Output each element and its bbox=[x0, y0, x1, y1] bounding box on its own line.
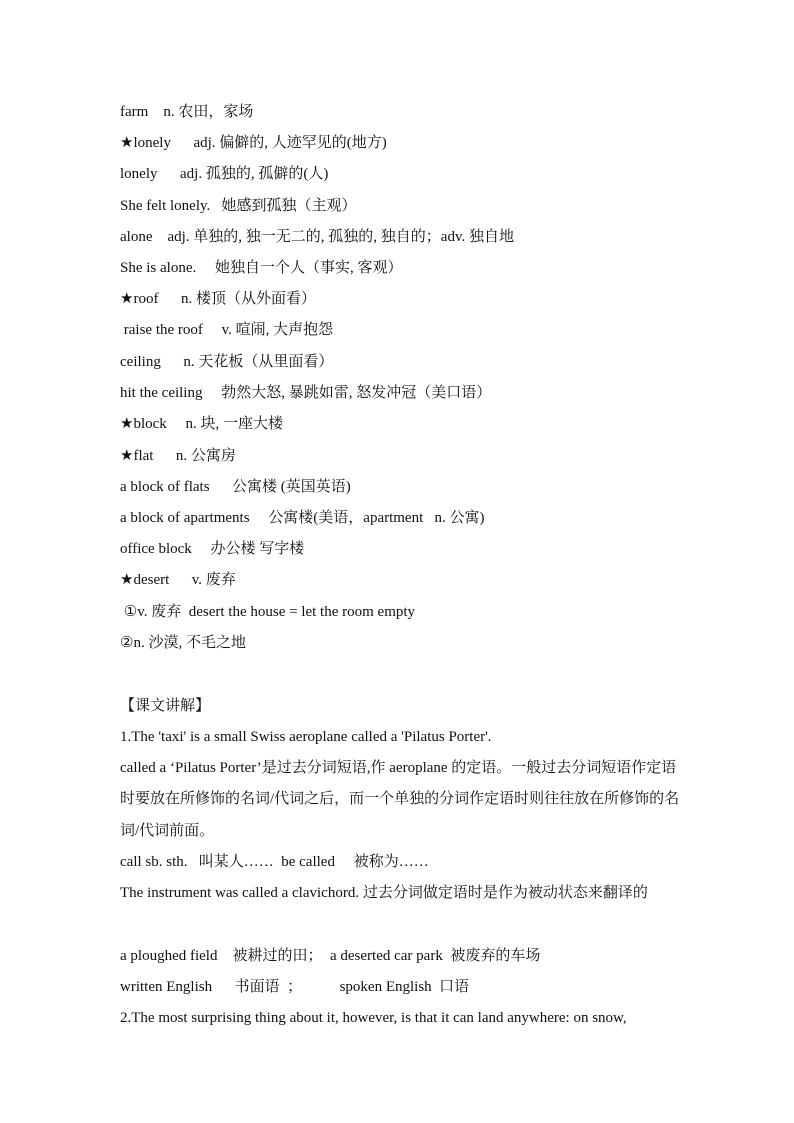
vocab-sense-desert-verb: ①v. 废弃 desert the house = let the room empty bbox=[120, 604, 416, 620]
vocab-phrase-block-of-apartments: a block of apartments 公寓楼(美语，apartment n. 公寓) bbox=[120, 510, 485, 526]
vocab-phrase-raise-the-roof: raise the roof v. 喧闹, 大声抱怨 bbox=[120, 322, 334, 338]
vocab-phrase-office-block: office block 办公楼 写字楼 bbox=[120, 541, 305, 557]
point2-sentence: 2.The most surprising thing about it, however, is that it can land anywhere: on snow, bbox=[120, 1010, 627, 1026]
point1-sentence: 1.The 'taxi' is a small Swiss aeroplane called a 'Pilatus Porter'. bbox=[120, 729, 492, 745]
point1-explanation: called a ‘Pilatus Porter’是过去分词短语,作 aeroplane 的定语。一般过去分词短语作定语时要放在所修饰的名词/代词之后，而一个单独的分词作定语时则往往放在所修饰的名词/代词前面。 bbox=[120, 760, 680, 839]
vocab-sense-desert-noun: ②n. 沙漠, 不毛之地 bbox=[120, 635, 246, 651]
vocab-phrase-block-of-flats: a block of flats 公寓楼 (英国英语) bbox=[120, 479, 351, 495]
point1-ploughed-field: a ploughed field 被耕过的田； a deserted car park 被废弃的车场 bbox=[120, 948, 541, 964]
vocab-phrase-hit-the-ceiling: hit the ceiling 勃然大怒, 暴跳如雷, 怒发冲冠（美口语） bbox=[120, 385, 492, 401]
vocab-entry-ceiling: ceiling n. 天花板（从里面看） bbox=[120, 354, 334, 370]
vocab-entry-desert: ★desert v. 废弃 bbox=[120, 572, 236, 588]
vocab-entry-flat: ★flat n. 公寓房 bbox=[120, 448, 236, 464]
point1-written-english: written English 书面语 ； spoken English 口语 bbox=[120, 979, 470, 995]
vocab-entry-block: ★block n. 块, 一座大楼 bbox=[120, 416, 284, 432]
point1-example: The instrument was called a clavichord. 过去分词做定语时是作为被动状态来翻译的 bbox=[120, 885, 648, 901]
section-title: 【课文讲解】 bbox=[120, 698, 211, 714]
vocab-entry-alone: alone adj. 单独的, 独一无二的, 孤独的, 独自的；adv. 独自地 bbox=[120, 229, 514, 245]
vocab-example-is-alone: She is alone. 她独自一个人（事实, 客观） bbox=[120, 260, 403, 276]
vocab-example-felt-lonely: She felt lonely. 她感到孤独（主观） bbox=[120, 198, 357, 214]
point1-call-usage: call sb. sth. 叫某人…… be called 被称为…… bbox=[120, 854, 429, 870]
vocab-entry-lonely-place: ★lonely adj. 偏僻的, 人迹罕见的(地方) bbox=[120, 135, 387, 151]
vocab-entry-roof: ★roof n. 楼顶（从外面看） bbox=[120, 291, 316, 307]
vocab-entry-lonely-person: lonely adj. 孤独的, 孤僻的(人) bbox=[120, 166, 329, 182]
vocab-entry-farm: farm n. 农田，家场 bbox=[120, 104, 254, 120]
